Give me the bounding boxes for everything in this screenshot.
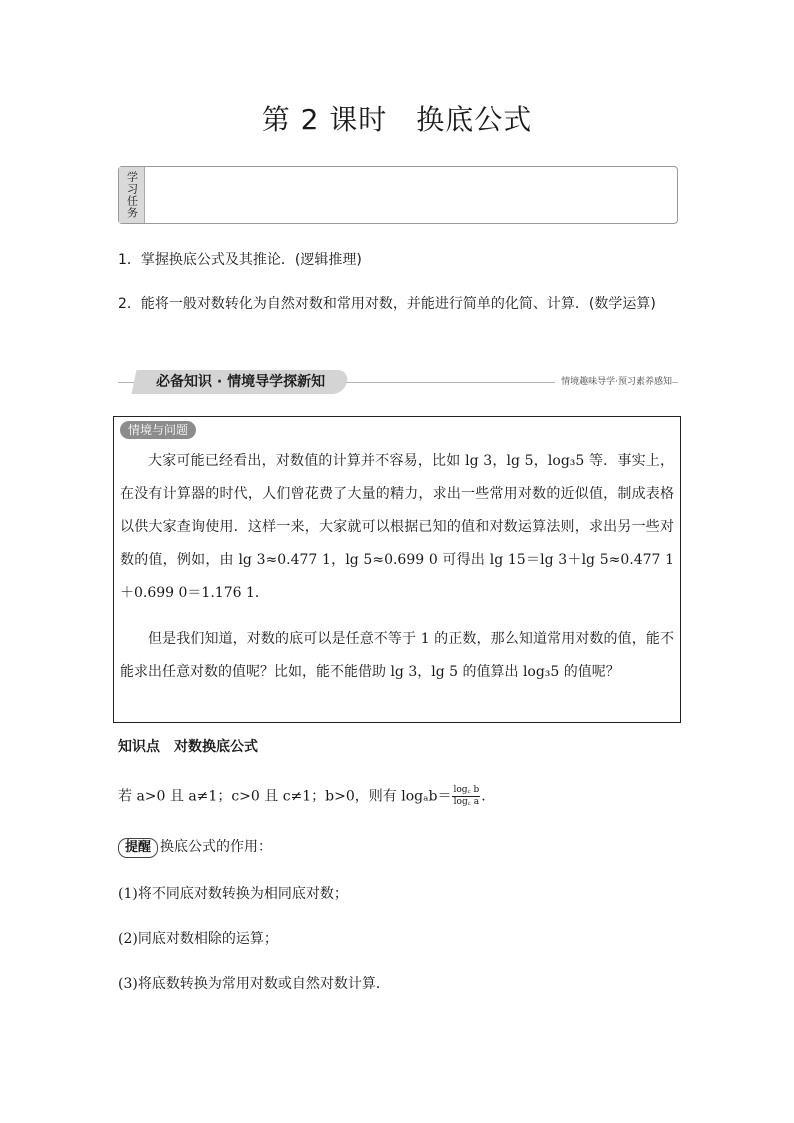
page-title: 第 2 课时 换底公式 xyxy=(261,103,533,136)
formula-suffix: . xyxy=(481,788,486,805)
tip-item-3: (3)将底数转换为常用对数或自然对数计算． xyxy=(118,976,390,992)
banner-subtitle: 情境趣味导学·预习素养感知 xyxy=(555,374,672,387)
learning-task-box xyxy=(118,166,678,224)
section-banner xyxy=(118,370,678,394)
scenario-tag: 情境与问题 xyxy=(120,421,196,439)
learning-task-tab xyxy=(119,167,145,223)
scenario-paragraph-1: 大家可能已经看出，对数值的计算并不容易，比如 lg 3，lg 5，log₃5 等．事实上，在没有计算器的时代，人们曾花费了大量的精力，求出一些常用对数的近似值，制成表格以供大家查询使用．这样一来，大家就可以根据已知的值和对数运算法则，求出另一些对数的值，例如，由 lg 3≈0.477 1，lg 5≈0.699 0 可得出 lg 15＝lg 3＋lg 5≈0.477 1＋0.699 0＝1.176 1． xyxy=(120,453,674,601)
learning-goal-1: 1．掌握换底公式及其推论．(逻辑推理) xyxy=(118,252,362,268)
formula-lhs: logₐb＝ xyxy=(401,788,452,805)
tip-item-1: (1)将不同底对数转换为相同底对数； xyxy=(118,886,348,902)
tip-row xyxy=(118,836,272,858)
formula-condition: a>0 且 a≠1；c>0 且 c≠1；b>0，则有 xyxy=(136,788,402,805)
banner-title-pill xyxy=(131,370,349,394)
tip-item-2: (2)同底对数相除的运算； xyxy=(118,931,278,947)
formula-denominator: log꜀ a xyxy=(453,797,480,807)
formula-numerator: log꜀ b xyxy=(453,785,480,795)
formula-fraction xyxy=(452,785,480,808)
banner-title: 必备知识 · 情境导学探新知 xyxy=(156,374,326,390)
change-of-base-formula xyxy=(118,785,486,808)
learning-goal-2: 2．能将一般对数转化为自然对数和常用对数，并能进行简单的化简、计算．(数学运算) xyxy=(118,296,656,312)
formula-prefix: 若 xyxy=(118,788,137,805)
learning-task-label: 学习任务 xyxy=(125,171,139,219)
scenario-paragraph-2: 但是我们知道，对数的底可以是任意不等于 1 的正数，那么知道常用对数的值，能不能求出任意对数的值呢？比如，能不能借助 lg 3，lg 5 的值算出 log₃5 的值呢？ xyxy=(120,631,674,680)
scenario-box xyxy=(113,416,681,723)
knowledge-point-title: 知识点 对数换底公式 xyxy=(118,739,258,755)
tip-badge: 提醒 xyxy=(118,838,158,858)
tip-text: 换底公式的作用： xyxy=(160,839,273,855)
